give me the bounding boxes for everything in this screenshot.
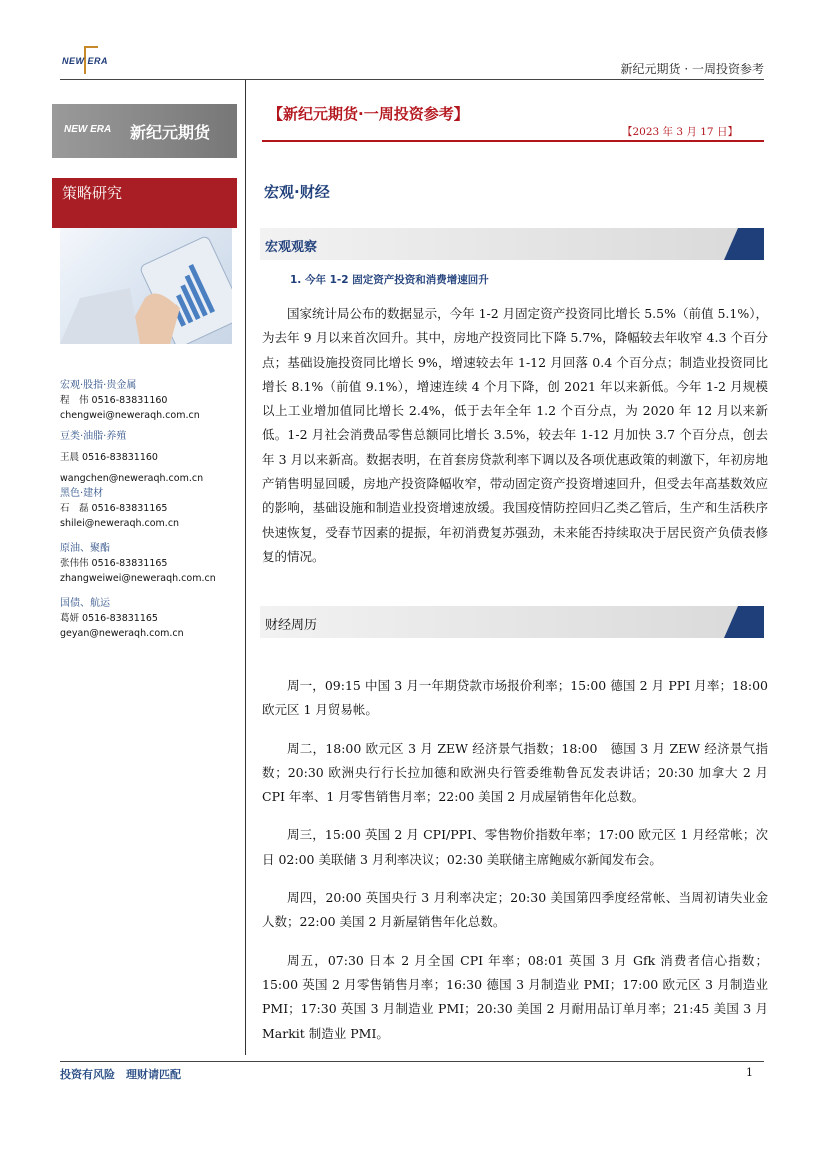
contact-group-title: 黑色·建材 [60, 488, 104, 499]
contact-phone: 王晨 0516-83831160 [60, 452, 158, 463]
report-title: 【新纪元期货·一周投资参考】 [268, 105, 469, 123]
calendar-item: 周五，07:30 日本 2 月全国 CPI 年率；08:01 英国 3 月 Gfk 消费者信心指数；15:00 英国 2 月零售销售月率；16:30 德国 3 月制造业 PMI；17:00 欧元区 3 月制造业 PMI；17:30 英国 3 月制造业 PMI；20:30 美国 2 月耐用品订单月率；21:45 美国 3 月 Markit 制造业 PMI。 [262, 952, 768, 1041]
header-divider [60, 79, 764, 80]
contact-email[interactable]: geyan@neweraqh.com.cn [60, 628, 184, 639]
report-date: 【2023 年 3 月 17 日】 [622, 126, 738, 138]
contact-phone: 程 伟 0516-83831160 [60, 395, 168, 406]
article-subheading: 1. 今年 1-2 固定资产投资和消费增速回升 [290, 274, 489, 286]
calendar-item: 周一，09:15 中国 3 月一年期贷款市场报价利率；15:00 德国 2 月 PPI 月率；18:00 欧元区 1 月贸易帐。 [262, 678, 768, 718]
contact-email[interactable]: zhangweiwei@neweraqh.com.cn [60, 573, 216, 584]
contact-group [60, 596, 240, 641]
section-heading: 宏观·财经 [264, 183, 330, 201]
article-paragraph [262, 302, 768, 569]
section-bar-label: 财经周历 [265, 618, 318, 633]
section-bar-macro [260, 228, 764, 260]
company-logo [62, 44, 122, 74]
brand-chinese: 新纪元期货 [130, 123, 211, 142]
logo-text: NEW ERA [62, 56, 108, 66]
calendar-item: 周三，15:00 英国 2 月 CPI/PPI、零售物价指数年率；17:00 欧元区 1 月经常帐；次日 02:00 美联储 3 月利率决议；02:30 美联储主席鲍威尔新闻发布会。 [262, 827, 768, 867]
contact-email[interactable]: chengwei@neweraqh.com.cn [60, 410, 200, 421]
tablet-chart-photo [60, 228, 232, 344]
contact-group [60, 486, 240, 531]
calendar-item: 周四，20:00 英国央行 3 月利率决定；20:30 美国第四季度经常帐、当周初请失业金人数；22:00 美国 2 月新屋销售年化总数。 [262, 890, 768, 930]
header-title: 新纪元期货 · 一周投资参考 [620, 62, 764, 76]
contact-group-title: 宏观·股指·贵金属 [60, 380, 137, 391]
article-text: 国家统计局公布的数据显示，今年 1-2 月固定资产投资同比增长 5.5%（前值 5.1%），为去年 9 月以来首次回升。其中，房地产投资同比下降 5.7%，降幅较去年收窄 4.3 个百分点；基础设施投资同比增长 9%，增速较去年 1-12 月回落 0.4 个百分点；制造业投资同比增长 8.1%（前值 9.1%），增速连续 4 个月下降，创 2021 年以来新低。今年 1-2 月规模以上工业增加值同比增长 2.4%，低于去年全年 1.2 个百分点，为 2020 年 12 月以来新低。1-2 月社会消费品零售总额同比增长 3.5%，较去年 1-12 月加快 3.7 个百分点，创去年 3 月以来新高。数据表明，在首套房贷款利率下调以及各项优惠政策的刺激下，年初房地产销售明显回暖，房地产投资降幅收窄，带动固定资产投资增速回升，但受去年高基数效应的影响，基础设施和制造业投资增速放缓。我国疫情防控回归乙类乙管后，生产和生活秩序快速恢复，受春节因素的提振，年初消费复苏强劲，未来能否持续取决于居民资产负债表修复的情况。 [262, 306, 768, 564]
contact-group-title: 原油、聚酯 [60, 543, 110, 554]
column-divider [245, 80, 246, 1055]
contact-phone: 张伟伟 0516-83831165 [60, 558, 168, 569]
strategy-banner [52, 178, 237, 228]
page-number: 1 [746, 1066, 753, 1079]
brand-english: NEW ERA [64, 124, 112, 135]
calendar-item: 周二，18:00 欧元区 3 月 ZEW 经济景气指数；18:00 德国 3 月 ZEW 经济景气指数；20:30 欧洲央行行长拉加德和欧洲央行管委维勒鲁瓦发表讲话；20:30 加拿大 2 月 CPI 年率、1 月零售销售月率；22:00 美国 2 月成屋销售年化总数。 [262, 740, 768, 805]
contact-email[interactable]: shilei@neweraqh.com.cn [60, 518, 180, 529]
contact-email[interactable]: wangchen@neweraqh.com.cn [60, 473, 204, 484]
bar-accent-icon [724, 228, 764, 260]
section-bar-calendar [260, 606, 764, 638]
contact-phone: 石 磊 0516-83831165 [60, 503, 168, 514]
contact-phone: 葛妍 0516-83831165 [60, 613, 158, 624]
footer-divider [60, 1061, 764, 1062]
contact-group [60, 378, 240, 423]
section-bar-label: 宏观观察 [265, 240, 318, 255]
calendar-list [262, 674, 768, 1060]
strategy-label: 策略研究 [62, 184, 123, 202]
contact-group [60, 429, 240, 486]
risk-disclaimer: 投资有风险 理财请匹配 [60, 1068, 181, 1081]
title-underline [262, 140, 764, 142]
contact-group [60, 541, 240, 586]
contact-list [60, 378, 240, 641]
contact-group-title: 国债、航运 [60, 598, 110, 609]
contact-group-title: 豆类·油脂·养殖 [60, 431, 127, 442]
bar-accent-icon [724, 606, 764, 638]
